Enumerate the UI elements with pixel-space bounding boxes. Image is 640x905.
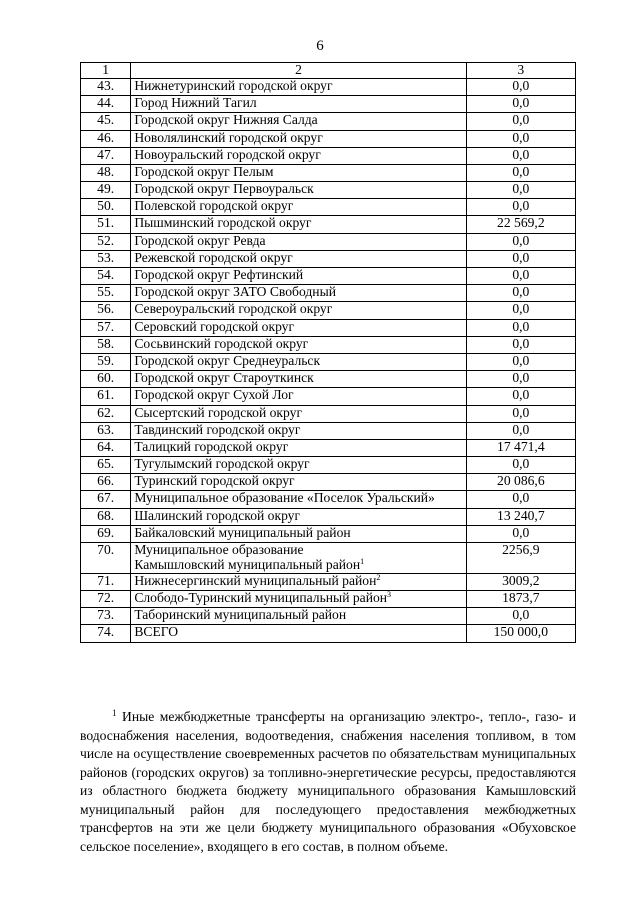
municipality-name-text: Городской округ Сухой Лог xyxy=(134,387,294,403)
table-row xyxy=(81,285,576,302)
table-row xyxy=(81,474,576,491)
amount-value: 0,0 xyxy=(466,608,575,625)
municipality-name xyxy=(131,216,466,233)
table-row xyxy=(81,199,576,216)
table-row xyxy=(81,130,576,147)
footnote xyxy=(80,708,576,856)
municipality-name xyxy=(131,474,466,491)
amount-value: 0,0 xyxy=(466,250,575,267)
amount-value: 0,0 xyxy=(466,182,575,199)
allocation-table xyxy=(80,62,576,643)
table-row xyxy=(81,439,576,456)
row-number: 66. xyxy=(81,474,131,491)
row-number: 54. xyxy=(81,268,131,285)
municipality-name-text: Слободо-Туринский муниципальный район xyxy=(134,590,388,606)
municipality-name-text: Режевской городской округ xyxy=(134,249,293,265)
column-header-3: 3 xyxy=(466,63,575,79)
table-row xyxy=(81,164,576,181)
amount-value: 0,0 xyxy=(466,457,575,474)
municipality-name xyxy=(131,491,466,508)
amount-value: 0,0 xyxy=(466,233,575,250)
municipality-name xyxy=(131,525,466,542)
amount-value: 0,0 xyxy=(466,285,575,302)
amount-value: 0,0 xyxy=(466,302,575,319)
table-row xyxy=(81,625,576,642)
amount-value: 0,0 xyxy=(466,491,575,508)
footnote-text: Иные межбюджетные трансферты на организацию электро-, тепло-, газо- и водоснабжения населения, водоотведения, снабжения населения топливом, в том числе на осуществление своевременных расчетов по обязательствам муниципальных районов (городских округов) за топливно-энергетические ресурсы, предоставляются из областного бюджета бюджету муниципального образования Камышловский муниципальный район для последующего предоставления межбюджетных трансфертов на эти же цели бюджету муниципального образования «Обуховское сельское поселение», входящего в его состав, в полном объеме. xyxy=(80,709,576,854)
table-row xyxy=(81,233,576,250)
municipality-name xyxy=(131,625,466,642)
municipality-name xyxy=(131,543,466,574)
municipality-name-text: Туринский городской округ xyxy=(134,473,295,489)
row-number: 57. xyxy=(81,319,131,336)
row-number: 55. xyxy=(81,285,131,302)
municipality-name xyxy=(131,573,466,590)
amount-value: 0,0 xyxy=(466,96,575,113)
municipality-name-text: Шалинский городской округ xyxy=(134,507,301,523)
page-number: 6 xyxy=(316,38,324,54)
table-row xyxy=(81,353,576,370)
municipality-name-text: Городской округ Ревда xyxy=(134,232,266,248)
municipality-name-text: Новолялинский городской округ xyxy=(134,129,323,145)
table-row xyxy=(81,457,576,474)
table-row xyxy=(81,491,576,508)
row-number: 48. xyxy=(81,164,131,181)
table-row xyxy=(81,525,576,542)
table-row xyxy=(81,319,576,336)
table-row xyxy=(81,147,576,164)
table-row xyxy=(81,268,576,285)
municipality-name xyxy=(131,336,466,353)
municipality-name xyxy=(131,302,466,319)
row-number: 53. xyxy=(81,250,131,267)
row-number: 63. xyxy=(81,422,131,439)
amount-value: 0,0 xyxy=(466,199,575,216)
municipality-name-text: Городской округ Первоуральск xyxy=(134,181,314,197)
row-number: 45. xyxy=(81,113,131,130)
municipality-name-text: Полевской городской округ xyxy=(134,198,294,214)
row-number: 73. xyxy=(81,608,131,625)
row-number: 74. xyxy=(81,625,131,642)
municipality-name xyxy=(131,233,466,250)
amount-value: 13 240,7 xyxy=(466,508,575,525)
municipality-name-text: ВСЕГО xyxy=(134,624,179,640)
municipality-name-text: Муниципальное образование «Поселок Уральский» xyxy=(134,490,435,506)
table-row xyxy=(81,216,576,233)
municipality-name-text: Городской округ Среднеуральск xyxy=(134,352,321,368)
row-number: 60. xyxy=(81,371,131,388)
municipality-name xyxy=(131,371,466,388)
table-row xyxy=(81,113,576,130)
municipality-name xyxy=(131,78,466,95)
amount-value: 0,0 xyxy=(466,371,575,388)
amount-value: 0,0 xyxy=(466,147,575,164)
footnote-reference: 1 xyxy=(360,556,365,566)
municipality-name xyxy=(131,319,466,336)
table-row xyxy=(81,336,576,353)
row-number: 65. xyxy=(81,457,131,474)
row-number: 44. xyxy=(81,96,131,113)
amount-value: 3009,2 xyxy=(466,573,575,590)
municipality-name xyxy=(131,405,466,422)
amount-value: 0,0 xyxy=(466,422,575,439)
municipality-name-text: Городской округ Рефтинский xyxy=(134,267,304,283)
table-row xyxy=(81,422,576,439)
municipality-name xyxy=(131,422,466,439)
municipality-name xyxy=(131,457,466,474)
table-row xyxy=(81,543,576,574)
amount-value: 0,0 xyxy=(466,113,575,130)
table-row xyxy=(81,302,576,319)
municipality-name-text: Городской округ Нижняя Салда xyxy=(134,112,318,128)
row-number: 64. xyxy=(81,439,131,456)
municipality-name-text: Пышминский городской округ xyxy=(134,215,312,231)
row-number: 69. xyxy=(81,525,131,542)
amount-value: 1873,7 xyxy=(466,591,575,608)
amount-value: 0,0 xyxy=(466,78,575,95)
municipality-name xyxy=(131,353,466,370)
table-row xyxy=(81,388,576,405)
row-number: 61. xyxy=(81,388,131,405)
row-number: 56. xyxy=(81,302,131,319)
amount-value: 0,0 xyxy=(466,164,575,181)
column-header-2: 2 xyxy=(131,63,466,79)
municipality-name-text: Тавдинский городской округ xyxy=(134,421,301,437)
municipality-name xyxy=(131,130,466,147)
municipality-name-text: Город Нижний Тагил xyxy=(134,95,257,111)
municipality-name-text: Талицкий городской округ xyxy=(134,438,289,454)
municipality-name-text: Нижнесергинский муниципальный район xyxy=(134,572,377,588)
municipality-name xyxy=(131,199,466,216)
municipality-name-text: Городской округ Пелым xyxy=(134,163,274,179)
municipality-name xyxy=(131,96,466,113)
footnote-reference: 2 xyxy=(376,572,381,582)
row-number: 68. xyxy=(81,508,131,525)
row-number: 58. xyxy=(81,336,131,353)
row-number: 59. xyxy=(81,353,131,370)
municipality-name xyxy=(131,268,466,285)
municipality-name-text: Таборинский муниципальный район xyxy=(134,607,347,623)
municipality-name xyxy=(131,439,466,456)
municipality-name-text: Городской округ Староуткинск xyxy=(134,370,314,386)
table-body xyxy=(81,78,576,642)
amount-value: 0,0 xyxy=(466,525,575,542)
municipality-name-text: Североуральский городской округ xyxy=(134,301,333,317)
municipality-name-text: Городской округ ЗАТО Свободный xyxy=(134,284,336,300)
table-row xyxy=(81,608,576,625)
row-number: 51. xyxy=(81,216,131,233)
row-number: 70. xyxy=(81,543,131,574)
municipality-name xyxy=(131,164,466,181)
municipality-name-text: Сосьвинский городской округ xyxy=(134,335,309,351)
row-number: 72. xyxy=(81,591,131,608)
municipality-name-text: Сысертский городской округ xyxy=(134,404,303,420)
amount-value: 0,0 xyxy=(466,353,575,370)
table-row xyxy=(81,78,576,95)
municipality-name xyxy=(131,591,466,608)
amount-value: 0,0 xyxy=(466,388,575,405)
municipality-name-text: Нижнетуринский городской округ xyxy=(134,77,333,93)
amount-value: 0,0 xyxy=(466,405,575,422)
amount-value: 0,0 xyxy=(466,336,575,353)
municipality-name-text: Серовский городской округ xyxy=(134,318,295,334)
municipality-name xyxy=(131,113,466,130)
table-row xyxy=(81,591,576,608)
column-header-1: 1 xyxy=(81,63,131,79)
municipality-name-line1: Муниципальное образование xyxy=(134,542,304,558)
table-row xyxy=(81,508,576,525)
municipality-name-text: Байкаловский муниципальный район xyxy=(134,524,351,540)
municipality-name-text: Тугулымский городской округ xyxy=(134,456,310,472)
row-number: 62. xyxy=(81,405,131,422)
amount-value: 22 569,2 xyxy=(466,216,575,233)
table-row xyxy=(81,405,576,422)
row-number: 50. xyxy=(81,199,131,216)
municipality-name xyxy=(131,147,466,164)
amount-value: 17 471,4 xyxy=(466,439,575,456)
table-row xyxy=(81,96,576,113)
amount-value: 0,0 xyxy=(466,268,575,285)
footnote-reference: 3 xyxy=(387,590,392,600)
row-number: 47. xyxy=(81,147,131,164)
amount-value: 0,0 xyxy=(466,130,575,147)
municipality-name xyxy=(131,250,466,267)
row-number: 46. xyxy=(81,130,131,147)
municipality-name xyxy=(131,508,466,525)
municipality-name xyxy=(131,182,466,199)
amount-value: 2256,9 xyxy=(466,543,575,574)
amount-value: 150 000,0 xyxy=(466,625,575,642)
amount-value: 0,0 xyxy=(466,319,575,336)
footnote-marker: 1 xyxy=(112,708,117,718)
table-row xyxy=(81,182,576,199)
amount-value: 20 086,6 xyxy=(466,474,575,491)
municipality-name-text: Новоуральский городской округ xyxy=(134,146,321,162)
row-number: 49. xyxy=(81,182,131,199)
municipality-name-line2: Камышловский муниципальный район xyxy=(134,556,361,572)
row-number: 67. xyxy=(81,491,131,508)
table-row xyxy=(81,250,576,267)
municipality-name xyxy=(131,608,466,625)
municipality-name xyxy=(131,285,466,302)
row-number: 52. xyxy=(81,233,131,250)
municipality-name xyxy=(131,388,466,405)
row-number: 71. xyxy=(81,573,131,590)
table-header-row xyxy=(81,63,576,79)
row-number: 43. xyxy=(81,78,131,95)
table-row xyxy=(81,371,576,388)
table-row xyxy=(81,573,576,590)
